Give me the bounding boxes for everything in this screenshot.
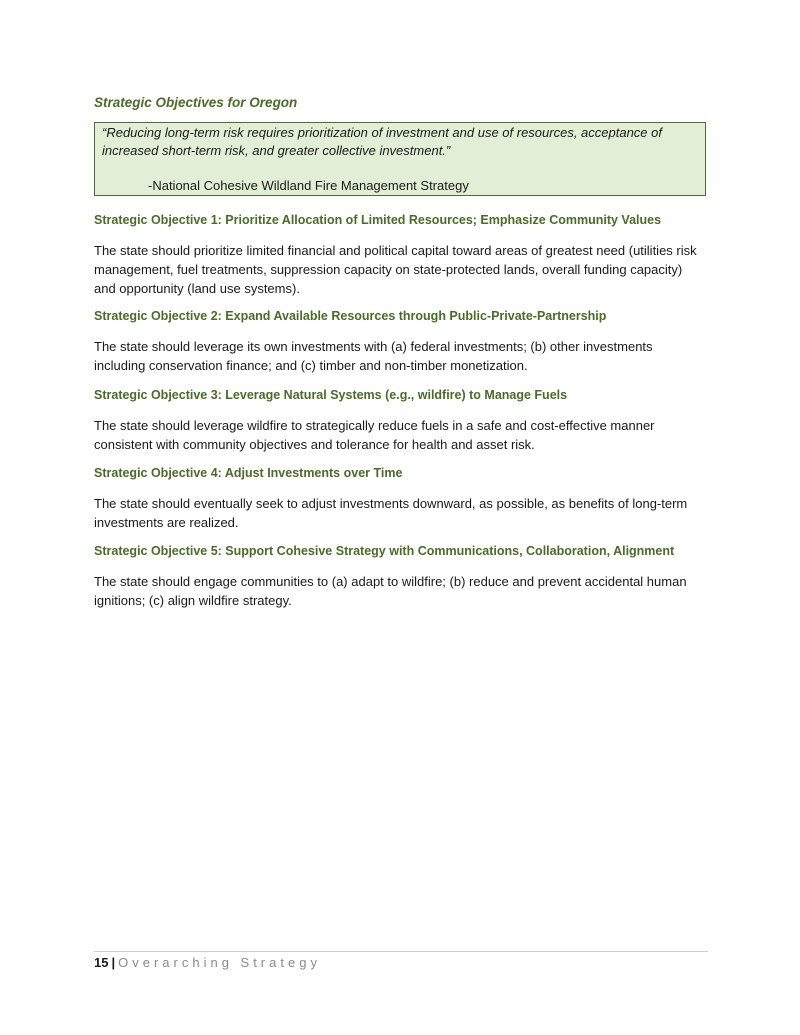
objective-body: The state should leverage wildfire to strategically reduce fuels in a safe and cost-effective manner consistent with community objectives and tolerance for health and asset risk. (94, 418, 655, 452)
objective-body: The state should engage communities to (a) adapt to wildfire; (b) reduce and prevent accidental human ignitions; (c) align wildfire strategy. (94, 574, 687, 608)
objective-2 (94, 307, 706, 375)
objective-body: The state should leverage its own investments with (a) federal investments; (b) other investments including conservation finance; and (c) timber and non-timber monetization. (94, 339, 653, 373)
objective-heading: Strategic Objective 5: Support Cohesive Strategy with Communications, Collaboration, Alignment (94, 544, 675, 558)
document-page (94, 94, 706, 610)
page-footer (94, 951, 708, 972)
objective-body: The state should prioritize limited financial and political capital toward areas of greatest need (utilities risk management, fuel treatments, suppression capacity on state-protected lands, overall funding capacity) and opportunity (land use systems). (94, 243, 697, 296)
objective-heading: Strategic Objective 3: Leverage Natural Systems (e.g., wildfire) to Manage Fuels (94, 388, 568, 402)
quote-box (94, 122, 706, 196)
quote-text: “Reducing long-term risk requires prioritization of investment and use of resources, acceptance of increased short-term risk, and greater collective investment.” (102, 125, 662, 158)
objective-5 (94, 542, 706, 610)
objective-heading: Strategic Objective 1: Prioritize Allocation of Limited Resources; Emphasize Community Values (94, 213, 662, 227)
quote-source: -National Cohesive Wildland Fire Management Strategy (148, 178, 469, 193)
objective-body: The state should eventually seek to adjust investments downward, as possible, as benefits of long-term investments are realized. (94, 496, 688, 530)
page-number: 15 (94, 955, 109, 970)
section-title: Strategic Objectives for Oregon (94, 95, 298, 110)
objective-4 (94, 464, 706, 532)
objective-3 (94, 386, 706, 454)
objective-1 (94, 211, 706, 298)
objective-heading: Strategic Objective 2: Expand Available Resources through Public-Private-Partnership (94, 309, 607, 323)
footer-section-label: Overarching Strategy (118, 955, 321, 970)
footer-separator: | (111, 955, 116, 970)
objective-heading: Strategic Objective 4: Adjust Investments over Time (94, 466, 403, 480)
